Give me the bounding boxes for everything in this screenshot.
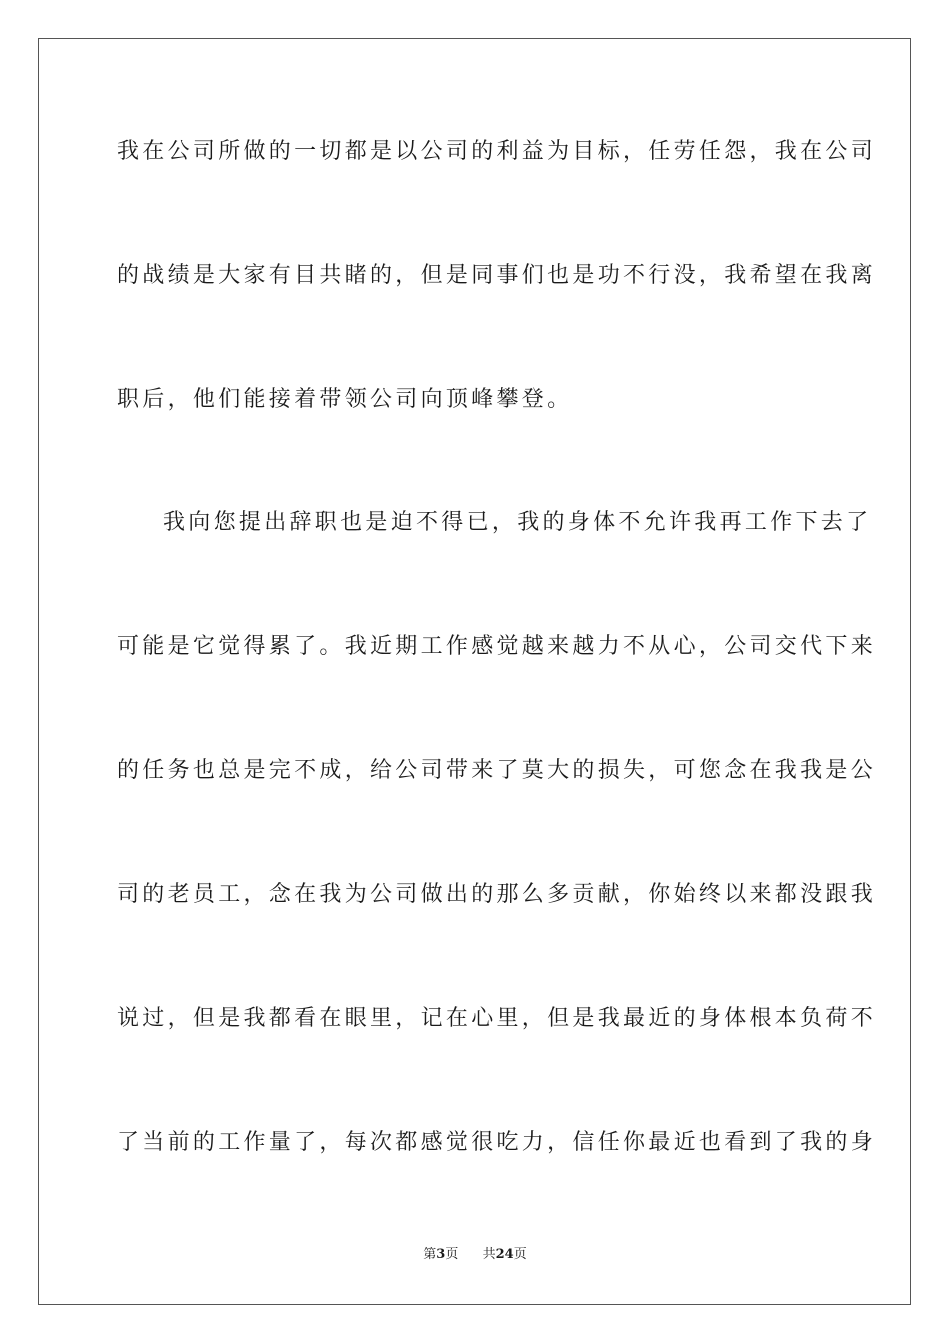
text-line-8: 说过，但是我都看在眼里，记在心里，但是我最近的身体根本负荷不: [117, 1006, 877, 1031]
text-line-7: 司的老员工，念在我为公司做出的那么多贡献，你始终以来都没跟我: [117, 882, 877, 907]
text-line-1: 我在公司所做的一切都是以公司的利益为目标，任劳任怨，我在公司: [117, 139, 877, 164]
total-pages: 24: [495, 1247, 514, 1262]
page-footer: [0, 1246, 950, 1264]
text-line-2: 的战绩是大家有目共睹的，但是同事们也是功不行没，我希望在我离: [117, 263, 877, 288]
page-number: 3: [436, 1247, 446, 1262]
text-line-3: 职后，他们能接着带领公司向顶峰攀登。: [117, 387, 573, 412]
text-line-9: 了当前的工作量了，每次都感觉很吃力，信任你最近也看到了我的身: [117, 1130, 877, 1155]
total-pages-indicator: [483, 1246, 527, 1264]
text-line-5: 可能是它觉得累了。我近期工作感觉越来越力不从心，公司交代下来: [117, 634, 877, 659]
total-prefix: 共: [482, 1247, 496, 1262]
page-border: [38, 38, 911, 1305]
text-line-4: 我向您提出辞职也是迫不得已，我的身体不允许我再工作下去了: [163, 510, 872, 535]
total-suffix: 页: [513, 1247, 527, 1262]
page-indicator: [423, 1246, 458, 1264]
text-line-6: 的任务也总是完不成，给公司带来了莫大的损失，可您念在我我是公: [117, 758, 877, 783]
page-prefix: 第: [423, 1247, 437, 1262]
page-suffix: 页: [445, 1247, 459, 1262]
